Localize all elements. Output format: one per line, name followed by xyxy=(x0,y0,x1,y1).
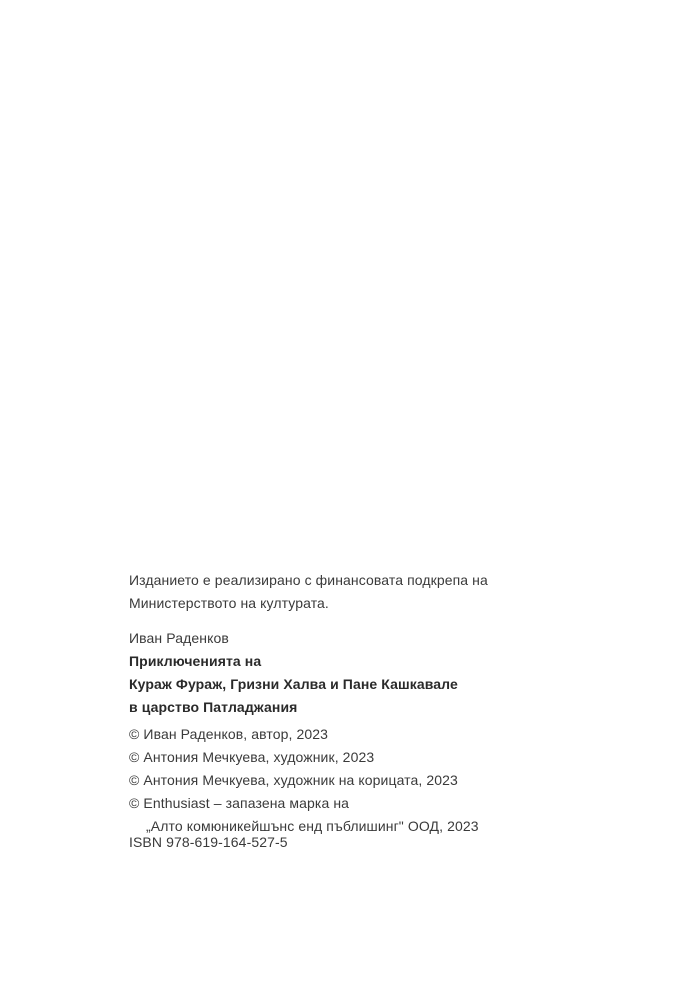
funding-note-line-1: Изданието е реализирано с финансовата подкрепа на xyxy=(129,572,488,588)
isbn-number: ISBN 978-619-164-527-5 xyxy=(129,834,288,850)
isbn xyxy=(129,831,669,854)
copyright-illustrator: © Антония Мечкуева, художник, 2023 xyxy=(129,749,375,765)
copyright-notices xyxy=(129,723,669,838)
book-title-line-3: в царство Патладжания xyxy=(129,699,298,715)
book-title-line-1: Приключенията на xyxy=(129,653,262,669)
copyright-trademark: © Enthusiast – запазена марка на xyxy=(129,795,350,811)
copyright-author: © Иван Раденков, автор, 2023 xyxy=(129,726,329,742)
book-info xyxy=(129,627,669,719)
copyright-cover-illustrator: © Антония Мечкуева, художник на корицата, 2023 xyxy=(129,772,458,788)
author-name: Иван Раденков xyxy=(129,630,229,646)
publisher-line: „Алто комюникейшънс енд пъблишинг" ООД, 2023 xyxy=(146,818,479,834)
funding-note xyxy=(129,569,669,615)
book-title-line-2: Кураж Фураж, Гризни Халва и Пане Кашкавале xyxy=(129,676,458,692)
funding-note-line-2: Министерството на културата. xyxy=(129,595,329,611)
